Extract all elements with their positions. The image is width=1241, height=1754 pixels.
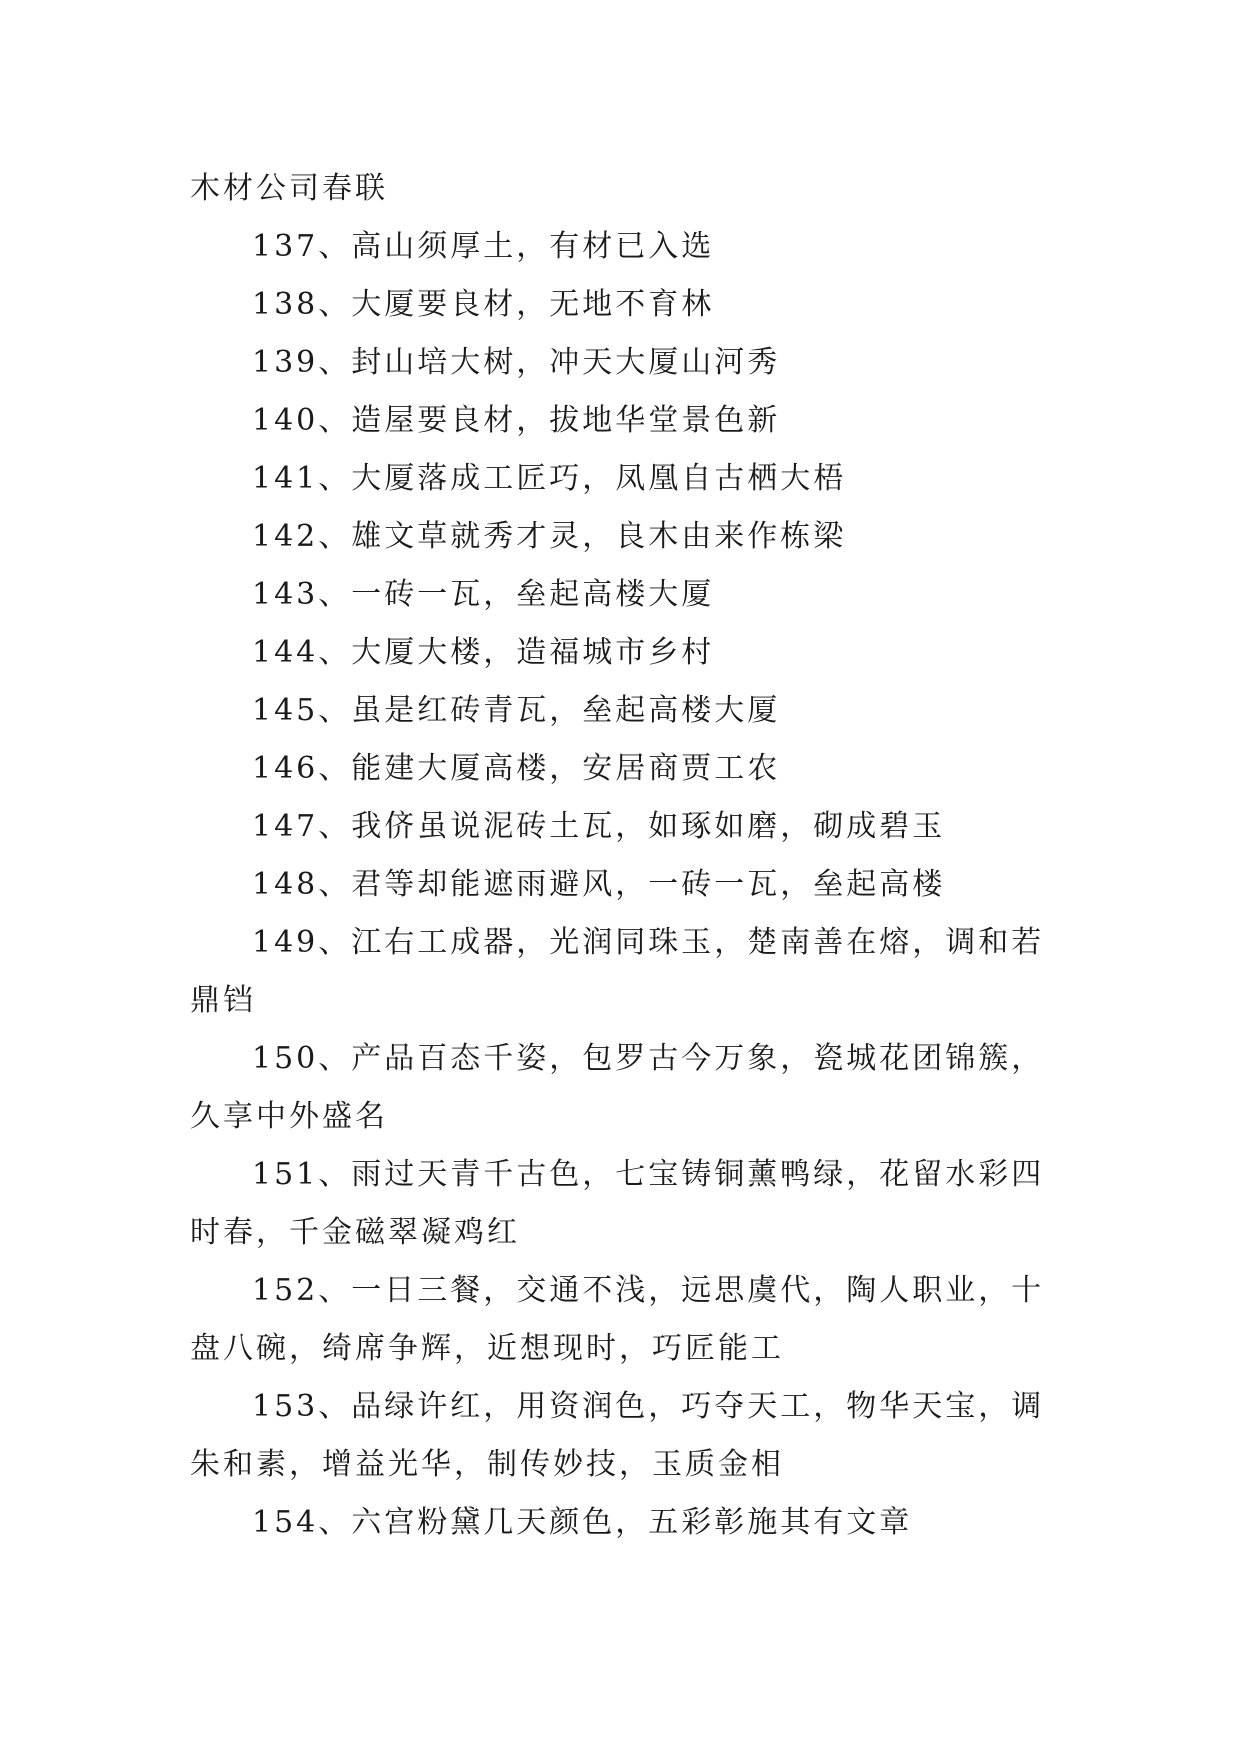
couplet-item-145: 145、虽是红砖青瓦，垒起高楼大厦 <box>252 693 781 728</box>
couplet-item-144: 144、大厦大楼，造福城市乡村 <box>252 635 715 670</box>
couplet-item-153: 153、品绿许红，用资润色，巧夺天工，物华天宝，调朱和素，增益光华，制传妙技，玉质金相 <box>190 1389 1045 1482</box>
couplet-item-147: 147、我侪虽说泥砖土瓦，如琢如磨，砌成碧玉 <box>252 809 946 844</box>
couplet-item-151: 151、雨过天青千古色，七宝铸铜薰鸭绿，花留水彩四时春，千金磁翠凝鸡红 <box>190 1157 1045 1250</box>
couplet-item-150: 150、产品百态千姿，包罗古今万象，瓷城花团锦簇，久享中外盛名 <box>190 1041 1045 1134</box>
document-body <box>190 160 1060 1552</box>
couplet-item-140: 140、造屋要良材，拔地华堂景色新 <box>252 403 781 438</box>
couplet-item-137: 137、高山须厚土，有材已入选 <box>252 229 715 264</box>
couplet-item-154: 154、六宫粉黛几天颜色，五彩彰施其有文章 <box>252 1505 913 1540</box>
couplet-item-142: 142、雄文草就秀才灵，良木由来作栋梁 <box>252 519 847 554</box>
couplet-item-152: 152、一日三餐，交通不浅，远思虞代，陶人职业，十盘八碗，绮席争辉，近想现时，巧匠能工 <box>190 1273 1045 1366</box>
couplet-item-138: 138、大厦要良材，无地不育林 <box>252 287 715 322</box>
couplet-item-148: 148、君等却能遮雨避风，一砖一瓦，垒起高楼 <box>252 867 946 902</box>
couplet-item-146: 146、能建大厦高楼，安居商贾工农 <box>252 751 781 786</box>
section-heading: 木材公司春联 <box>190 171 388 206</box>
couplet-item-143: 143、一砖一瓦，垒起高楼大厦 <box>252 577 715 612</box>
couplet-item-139: 139、封山培大树，冲天大厦山河秀 <box>252 345 781 380</box>
couplet-item-141: 141、大厦落成工匠巧，凤凰自古栖大梧 <box>252 461 847 496</box>
couplet-item-149: 149、江右工成器，光润同珠玉，楚南善在熔，调和若鼎铛 <box>190 925 1045 1018</box>
